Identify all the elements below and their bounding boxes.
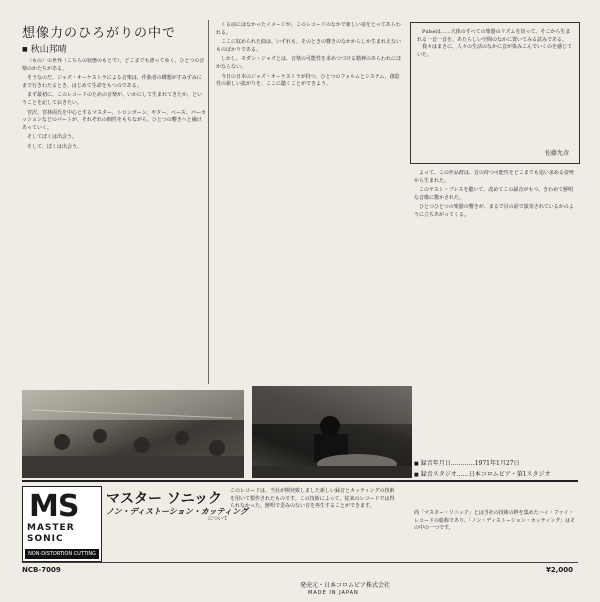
paragraph: そして、ぼくは出会う。 [27,143,82,150]
master-sonic-title: マスター ソニック [106,491,223,507]
master-sonic-note: 尚「マスター・ソニック」とは当社の技術の粋を集めたハイ・ファイ・レコードの総称であり、「ノン・ディストーション・カッティング」はその中の一つです。 [414,510,576,532]
paragraph: ひとつひとつの楽器の響きが、まるで目の前で演奏されているかのように立ちあがってくる。 [414,204,574,218]
recording-date: ■ 録音年月日…………1971年1月27日 [414,458,519,467]
logo-strip: NON-DISTORTION CUTTING [25,549,99,559]
paragraph: まず最初に、このレコードのための音楽が、いかにして生まれてきたか、ということを記しておきたい。 [22,92,203,106]
footer-rule [22,562,578,563]
logo-ms-letters: MS [29,489,79,524]
article-column-left [22,58,206,418]
master-sonic-subtitle: ノン・ディストーション・カッティング [106,507,248,516]
master-sonic-logo [22,486,102,562]
recording-studio: ■ 録音スタジオ……日本コロムビア・第1スタジオ [414,469,551,478]
paragraph: よって、この作品群は、音の持つ可能性をどこまでも追い求める姿勢から生まれた。 [414,170,574,184]
master-sonic-description: このレコードは、当社が開発致しました新しい録音とカッティングの技術を用いて製作されたものです。この技術によって、従来のレコードでは得られなかった、鮮明で歪みのない音を再生することができます。 [230,488,395,510]
paragraph: しかし、モダン・ジャズとは、音楽の可能性を求めつづける精神のあらわれにほかならない。 [216,56,401,70]
studio-photo-orchestra [22,390,244,478]
made-in-label: MADE IN JAPAN [308,590,359,596]
article-byline: ■ 秋山邦晴 [22,42,67,55]
logo-master-word: MASTER [27,523,75,533]
article-column-middle [216,22,404,386]
paragraph: くる前にはなかったイメージが、このレコードのなかで新しい姿をとってあらわれる。 [216,22,401,36]
column-divider [208,20,209,384]
article-column-right [414,170,578,452]
paragraph: 今日の日本のジャズ・オーケストラが持つ、ひとつのフォルムとシステム、創造性の新しい拡がりを、ここに聴くことができよう。 [216,73,400,88]
composer-signature: 佐藤允彦 [544,150,569,157]
paragraph: Pulseは……大体のすべての楽器のリズムを切って、そこから生まれる一音一音を、あたらしい空間のなかに置いてみる試みである。 [417,29,571,43]
paragraph: そうなのだ。ジャズ・オーケストラによる音楽は、作曲者の構想がすみずみにまで行きわたるとき、はじめて生命をもつのである。 [22,75,202,89]
section-rule [22,480,578,482]
paragraph: 我々はまさに、人々の生活のなかに音が染みこんでいくのを感じていた。 [417,44,573,58]
paragraph: このテスト・プレスを聴いて、改めてこの録音がもつ、きわめて鮮明な音像に驚かされた。 [414,187,574,201]
article-title: 想像力のひろがりの中で [22,26,177,41]
paragraph: 〈もの〉の世界（こちらの状態のもとで）、どこまでも漂ってゆく、ひとつの音楽のかたちがある。 [22,58,205,72]
studio-photo-pianist [252,386,412,478]
paragraph: そしてぼくは出会う。 [27,134,78,141]
composer-note-text [417,29,573,59]
studio-photo-pianist-image [252,386,412,478]
logo-sonic-word: SONIC [27,534,64,544]
studio-photo-orchestra-image [22,390,244,478]
publisher-line: 発売元・日本コロムビア株式会社 [300,582,391,589]
paragraph: 宮沢、宮林両氏を中心とするマスター、トロンボーン、ギター、ベース、パーカッションなどのパートが、それぞれの個性をもちながら、ひとつの響きへと融けあっていく。 [22,109,206,131]
master-sonic-subtitle-note: について [208,516,228,522]
catalog-number: NCB-7009 [22,566,61,574]
composer-note-box [410,22,580,164]
paragraph: ここに収められた曲は、いずれも、そのときの響きのなかからしか生まれえないものばかりである。 [216,39,402,53]
price-label: ¥2,000 [546,566,574,574]
